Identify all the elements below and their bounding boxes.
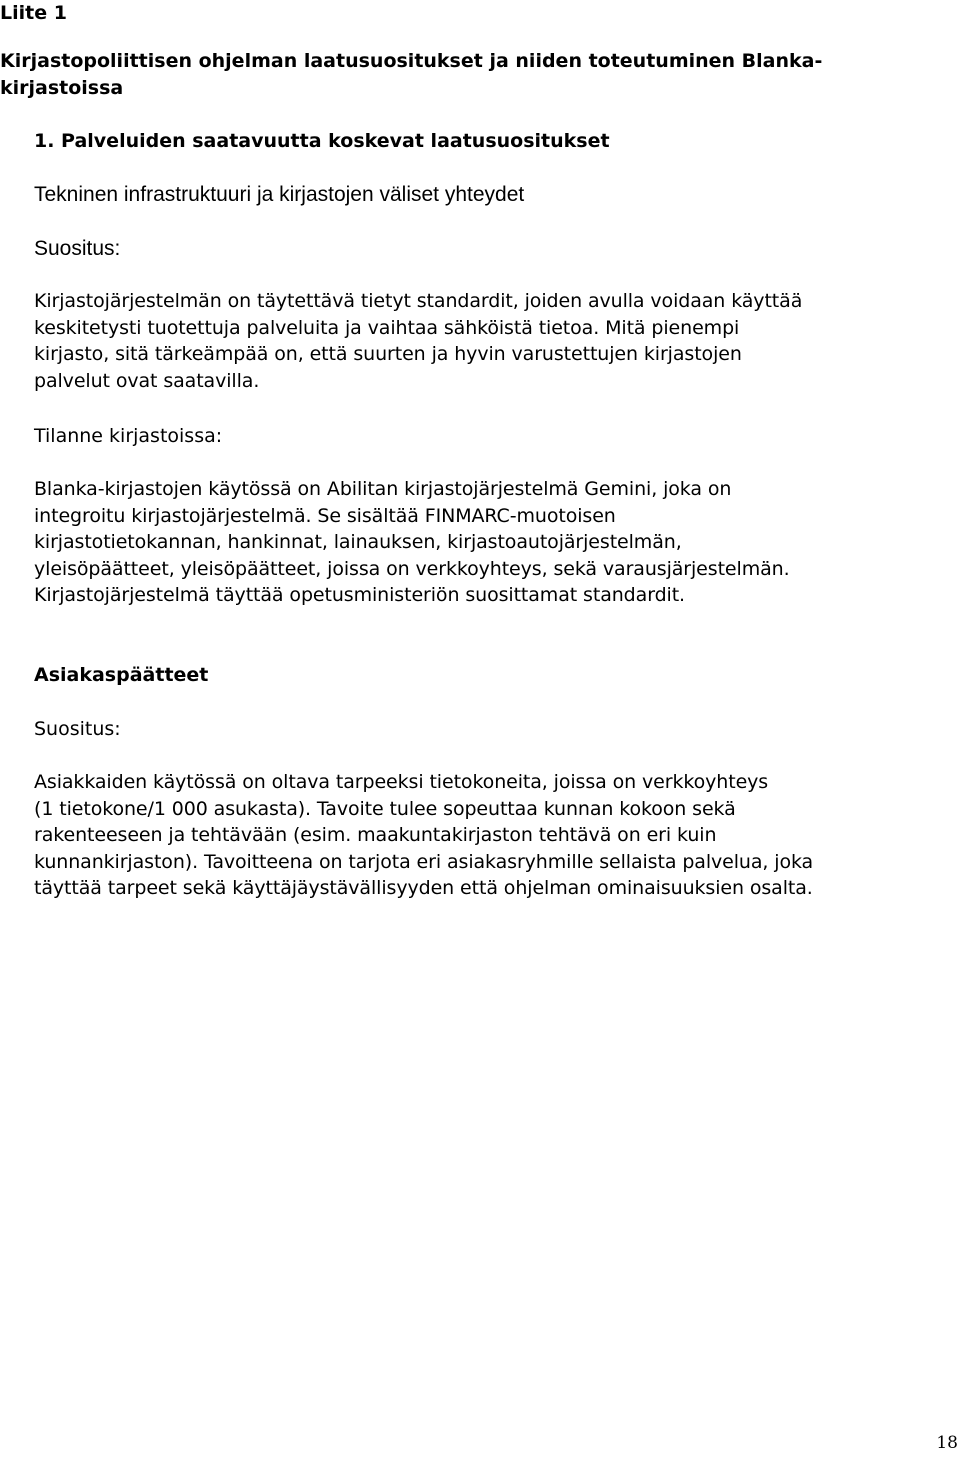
text-line: rakenteeseen ja tehtävään (esim. maakuntakirjaston tehtävä on eri kuin [34, 824, 717, 846]
document-title-line-2: kirjastoissa [0, 77, 124, 99]
text-line: kunnankirjaston). Tavoitteena on tarjota eri asiakasryhmille sellaista palvelua, joka [34, 850, 814, 873]
situation-text [34, 476, 940, 609]
text-line: palvelut ovat saatavilla. [34, 369, 260, 392]
section-heading: 1. Palveluiden saatavuutta koskevat laatusuositukset [34, 130, 610, 152]
recommendation-label: Suositus: [34, 718, 121, 740]
appendix-label: Liite 1 [0, 2, 67, 24]
subsection-heading-customer-terminals: Asiakaspäätteet [34, 664, 209, 686]
text-line: Blanka-kirjastojen käytössä on Abilitan kirjastojärjestelmä Gemini, joka on [34, 478, 732, 500]
situation-label: Tilanne kirjastoissa: [34, 425, 223, 447]
text-line: Asiakkaiden käytössä on oltava tarpeeksi tietokoneita, joissa on verkkoyhteys [34, 771, 769, 793]
recommendation-label: Suositus: [34, 237, 121, 260]
text-line: integroitu kirjastojärjestelmä. Se sisältää FINMARC-muotoisen [34, 504, 616, 527]
text-line: keskitetysti tuotettuja palveluita ja vaihtaa sähköistä tietoa. Mitä pienempi [34, 316, 740, 339]
text-line: Kirjastojärjestelmä täyttää opetusministeriön suosittamat standardit. [34, 584, 685, 606]
text-line: Kirjastojärjestelmän on täytettävä tietyt standardit, joiden avulla voidaan käyttää [34, 290, 803, 312]
text-line: yleisöpäätteet, yleisöpäätteet, joissa on verkkoyhteys, sekä varausjärjestelmän. [34, 557, 790, 580]
recommendation-text [34, 288, 940, 394]
text-line: kirjastotietokannan, hankinnat, lainauksen, kirjastoautojärjestelmän, [34, 531, 682, 553]
recommendation-text [34, 769, 940, 902]
subsection-heading-infrastructure: Tekninen infrastruktuuri ja kirjastojen väliset yhteydet [34, 183, 525, 206]
document-title-line-1: Kirjastopoliittisen ohjelman laatusuositukset ja niiden toteutuminen Blanka- [0, 50, 823, 72]
text-line: täyttää tarpeet sekä käyttäjäystävällisyyden että ohjelman ominaisuuksien osalta. [34, 877, 813, 899]
page-number: 18 [936, 1433, 958, 1453]
text-line: (1 tietokone/1 000 asukasta). Tavoite tulee sopeuttaa kunnan kokoon sekä [34, 797, 736, 820]
text-line: kirjasto, sitä tärkeämpää on, että suurten ja hyvin varustettujen kirjastojen [34, 343, 742, 365]
